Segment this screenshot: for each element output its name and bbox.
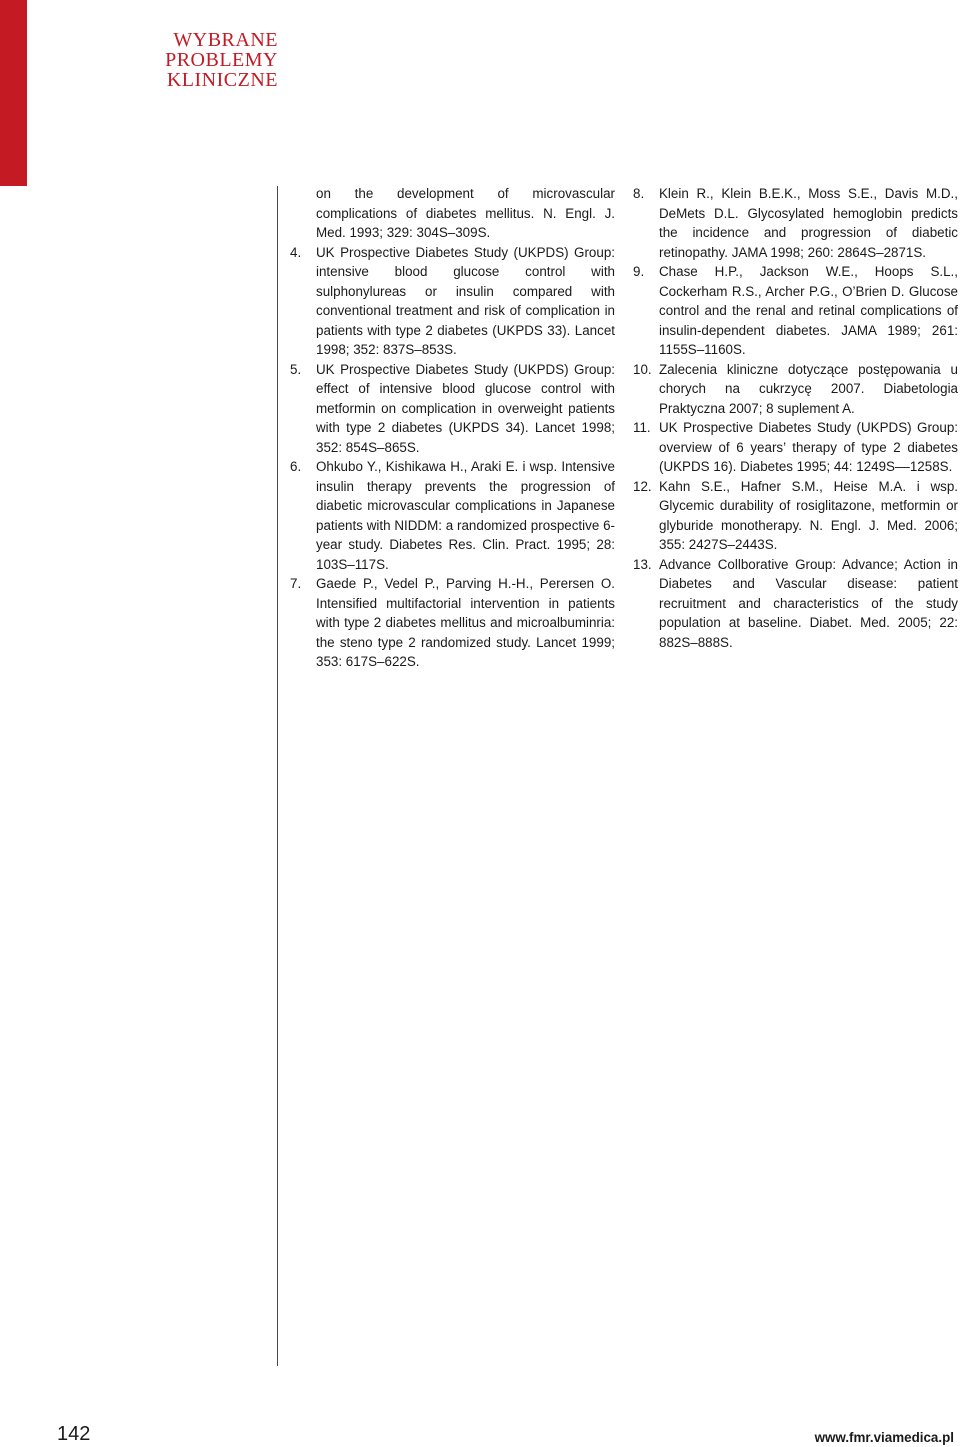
reference-text: Chase H.P., Jackson W.E., Hoops S.L., Cockerham R.S., Archer P.G., O’Brien D. Glucose control and the renal and retinal complications of insulin-dependent diabetes. JAMA 1989; 261: 1155S–1160S.	[659, 264, 958, 357]
website-url[interactable]: www.fmr.viamedica.pl	[814, 1430, 954, 1445]
reference-number: 7.	[290, 576, 302, 591]
reference-item	[633, 477, 958, 555]
references-left-column	[290, 184, 615, 672]
reference-item	[290, 360, 615, 458]
reference-item	[290, 184, 615, 243]
reference-text: Ohkubo Y., Kishikawa H., Araki E. i wsp. Intensive insulin therapy prevents the progression of diabetic microvascular complications in Japanese patients with NIDDM: a randomized prospective 6-year study. Diabetes Res. Clin. Pract. 1995; 28: 103S–117S.	[316, 459, 615, 572]
section-title-line-2: PROBLEMY	[165, 49, 278, 71]
reference-text: UK Prospective Diabetes Study (UKPDS) Group: intensive blood glucose control with sulphonylureas or insulin compared with conventional treatment and risk of complication in patients with type 2 diabetes (UKPDS 33). Lancet 1998; 352: 837S–853S.	[316, 244, 615, 357]
reference-text: UK Prospective Diabetes Study (UKPDS) Group: overview of 6 years’ therapy of type 2 diabetes (UKPDS 16). Diabetes 1995; 44: 1249S––1258S.	[659, 420, 958, 474]
reference-number: 11.	[633, 420, 651, 435]
section-title-line-3: KLINICZNE	[166, 69, 278, 91]
reference-text: Advance Collborative Group: Advance; Action in Diabetes and Vascular disease: patient recruitment and characteristics of the study population at baseline. Diabet. Med. 2005; 22: 882S–888S.	[659, 556, 958, 650]
reference-number: 5.	[290, 361, 302, 377]
reference-number: 13.	[633, 556, 652, 572]
reference-item	[633, 184, 958, 262]
reference-text: Klein R., Klein B.E.K., Moss S.E., Davis M.D., DeMets D.L. Glycosylated hemoglobin predicts the incidence and progression of diabetic retinopathy. JAMA 1998; 260: 2864S–2871S.	[659, 186, 958, 260]
section-title-line-1: WYBRANE	[173, 29, 278, 51]
reference-number: 6.	[290, 459, 302, 474]
reference-number: 9.	[633, 264, 645, 279]
reference-number: 4.	[290, 244, 302, 260]
reference-item	[633, 555, 958, 653]
reference-item	[290, 574, 615, 672]
reference-text: Kahn S.E., Hafner S.M., Heise M.A. i wsp. Glycemic durability of rosiglitazone, metformin or glyburide monotherapy. N. Engl. J. Med. 2006; 355: 2427S–2443S.	[659, 478, 958, 552]
reference-item	[633, 360, 958, 419]
reference-number: 8.	[633, 186, 645, 201]
section-title	[165, 30, 278, 90]
page-number: 142	[57, 1423, 91, 1445]
reference-item	[290, 243, 615, 360]
references-right-column	[633, 184, 958, 652]
reference-item	[290, 457, 615, 574]
reference-item	[633, 262, 958, 360]
reference-item	[633, 418, 958, 477]
reference-number: 10.	[633, 361, 652, 377]
reference-text: on the development of microvascular complications of diabetes mellitus. N. Engl. J. Med. 1993; 329: 304S–309S.	[316, 186, 615, 240]
reference-text: Gaede P., Vedel P., Parving H.-H., Perersen O. Intensified multifactorial intervention in patients with type 2 diabetes mellitus and microalbuminria: the steno type 2 randomized study. Lancet 1999; 353: 617S–622S.	[316, 576, 615, 669]
reference-text: UK Prospective Diabetes Study (UKPDS) Group: effect of intensive blood glucose control with metformin on complication in overweight patients with type 2 diabetes (UKPDS 34). Lancet 1998; 352: 854S–865S.	[316, 361, 615, 455]
reference-text: Zalecenia kliniczne dotyczące postępowania u chorych na cukrzycę 2007. Diabetologia Praktyczna 2007; 8 suplement A.	[659, 361, 958, 416]
red-accent-bar	[0, 0, 27, 186]
vertical-divider	[277, 186, 278, 1366]
reference-number: 12.	[633, 478, 652, 494]
